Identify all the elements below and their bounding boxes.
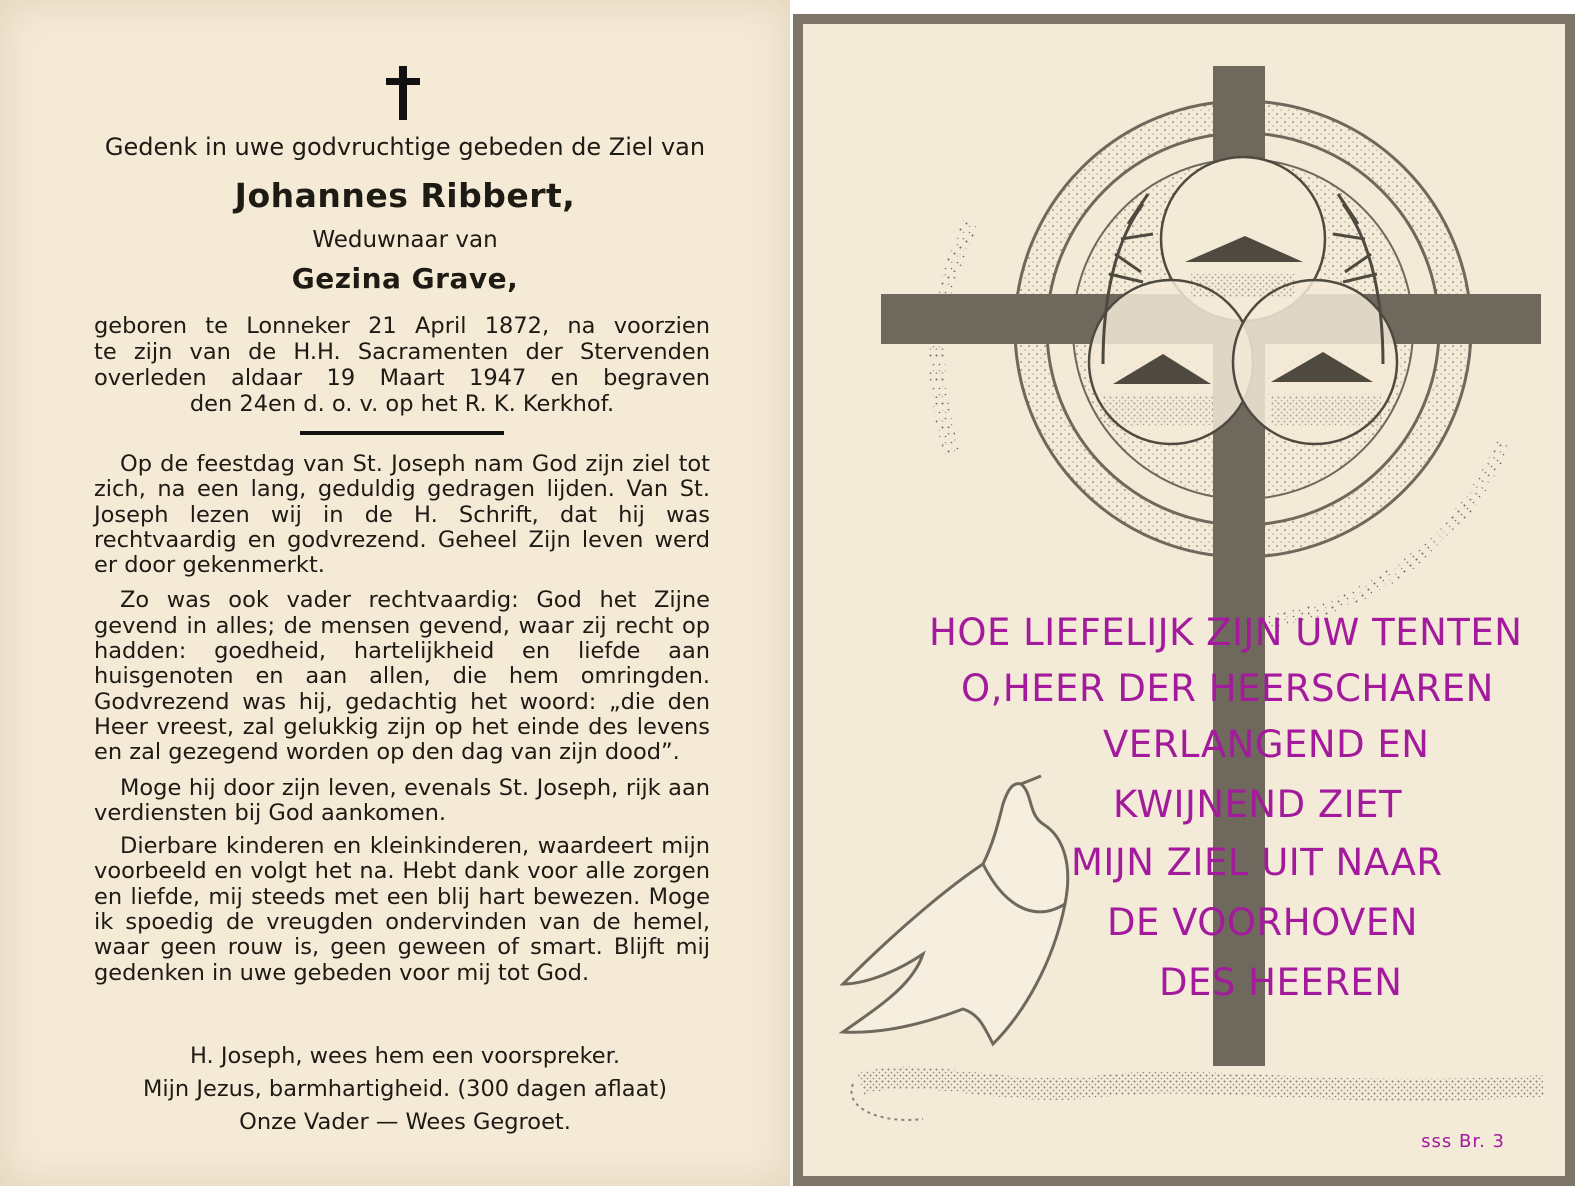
dates-line: den 24en d. o. v. op het R. K. Kerkhof. <box>189 391 615 417</box>
prayer-line: H. Joseph, wees hem een voorspreker. <box>190 1043 620 1069</box>
divider-rule <box>300 431 504 435</box>
verse-line: DE VOORHOVEN <box>1107 901 1418 944</box>
publisher-mark: sss Br. 3 <box>1421 1131 1505 1152</box>
paragraph: Dierbare kinderen en kleinkinderen, waardeert mijn voorbeeld en volgt het na. Hebt dank voor alle zorgen en liefde, mij steeds met een blij hart bewezen. Moge ik spoedig de vreugden ondervinden van de hemel, waar geen rouw is, geen geween of smart. Blijft mij gedenken in uwe gebeden voor mij tot God. <box>94 833 710 986</box>
verse-line: HOE LIEFELIJK ZIJN UW TENTEN <box>929 611 1523 654</box>
life-dates <box>94 313 710 417</box>
ground-band <box>861 1078 1543 1090</box>
prayer-line: Mijn Jezus, barmhartigheid. (300 dagen aflaat) <box>143 1076 667 1102</box>
prayer-line: Onze Vader — Wees Gegroet. <box>239 1109 571 1135</box>
illustrated-card <box>793 14 1575 1186</box>
paragraph: Moge hij door zijn leven, evenals St. Joseph, rijk aan verdiensten bij God aankomen. <box>94 774 710 826</box>
verse-line: KWIJNEND ZIET <box>1113 783 1403 826</box>
dove-illustration <box>843 776 1068 1044</box>
cross-icon <box>386 66 420 122</box>
deceased-name: Johannes Ribbert, <box>234 176 576 215</box>
verse-line: VERLANGEND EN <box>1103 723 1430 766</box>
paragraph: Op de feestdag van St. Joseph nam God zijn ziel tot zich, na een lang, geduldig gedragen lijden. Van St. Joseph lezen wij in de H. Schrift, dat hij was rechtvaardig en godvrezend. Geheel Zijn leven werd er door gekenmerkt. <box>94 451 710 579</box>
paragraph: Zo was ook vader rechtvaardig: God het Zijne gevend in alles; de mensen gevend, waar zij recht op hadden: goedheid, hartelijkheid en liefde aan huisgenoten en aan allen, die hem omringden. Godvrezend was hij, gedachtig het woord: „die den Heer vreest, zal gelukkig zijn op het einde des levens en zal gezegend worden op den dag van zijn dood”. <box>94 587 710 766</box>
dates-line: geboren te Lonneker 21 April 1872, na voorzien <box>94 313 710 339</box>
dates-line: overleden aldaar 19 Maart 1947 en begraven <box>94 365 710 391</box>
verse-line: DES HEEREN <box>1159 961 1403 1004</box>
spouse-name: Gezina Grave, <box>291 262 519 295</box>
relation-line: Weduwnaar van <box>312 227 498 253</box>
memorial-text-card <box>0 0 790 1186</box>
memorial-body <box>94 452 710 996</box>
intro-line: Gedenk in uwe godvruchtige gebeden de Ziel van <box>104 133 706 161</box>
verse-line: O,HEER DER HEERSCHAREN <box>961 667 1494 710</box>
verse-line: MIJN ZIEL UIT NAAR <box>1071 841 1443 884</box>
dates-line: te zijn van de H.H. Sacramenten der Stervenden <box>94 339 710 365</box>
